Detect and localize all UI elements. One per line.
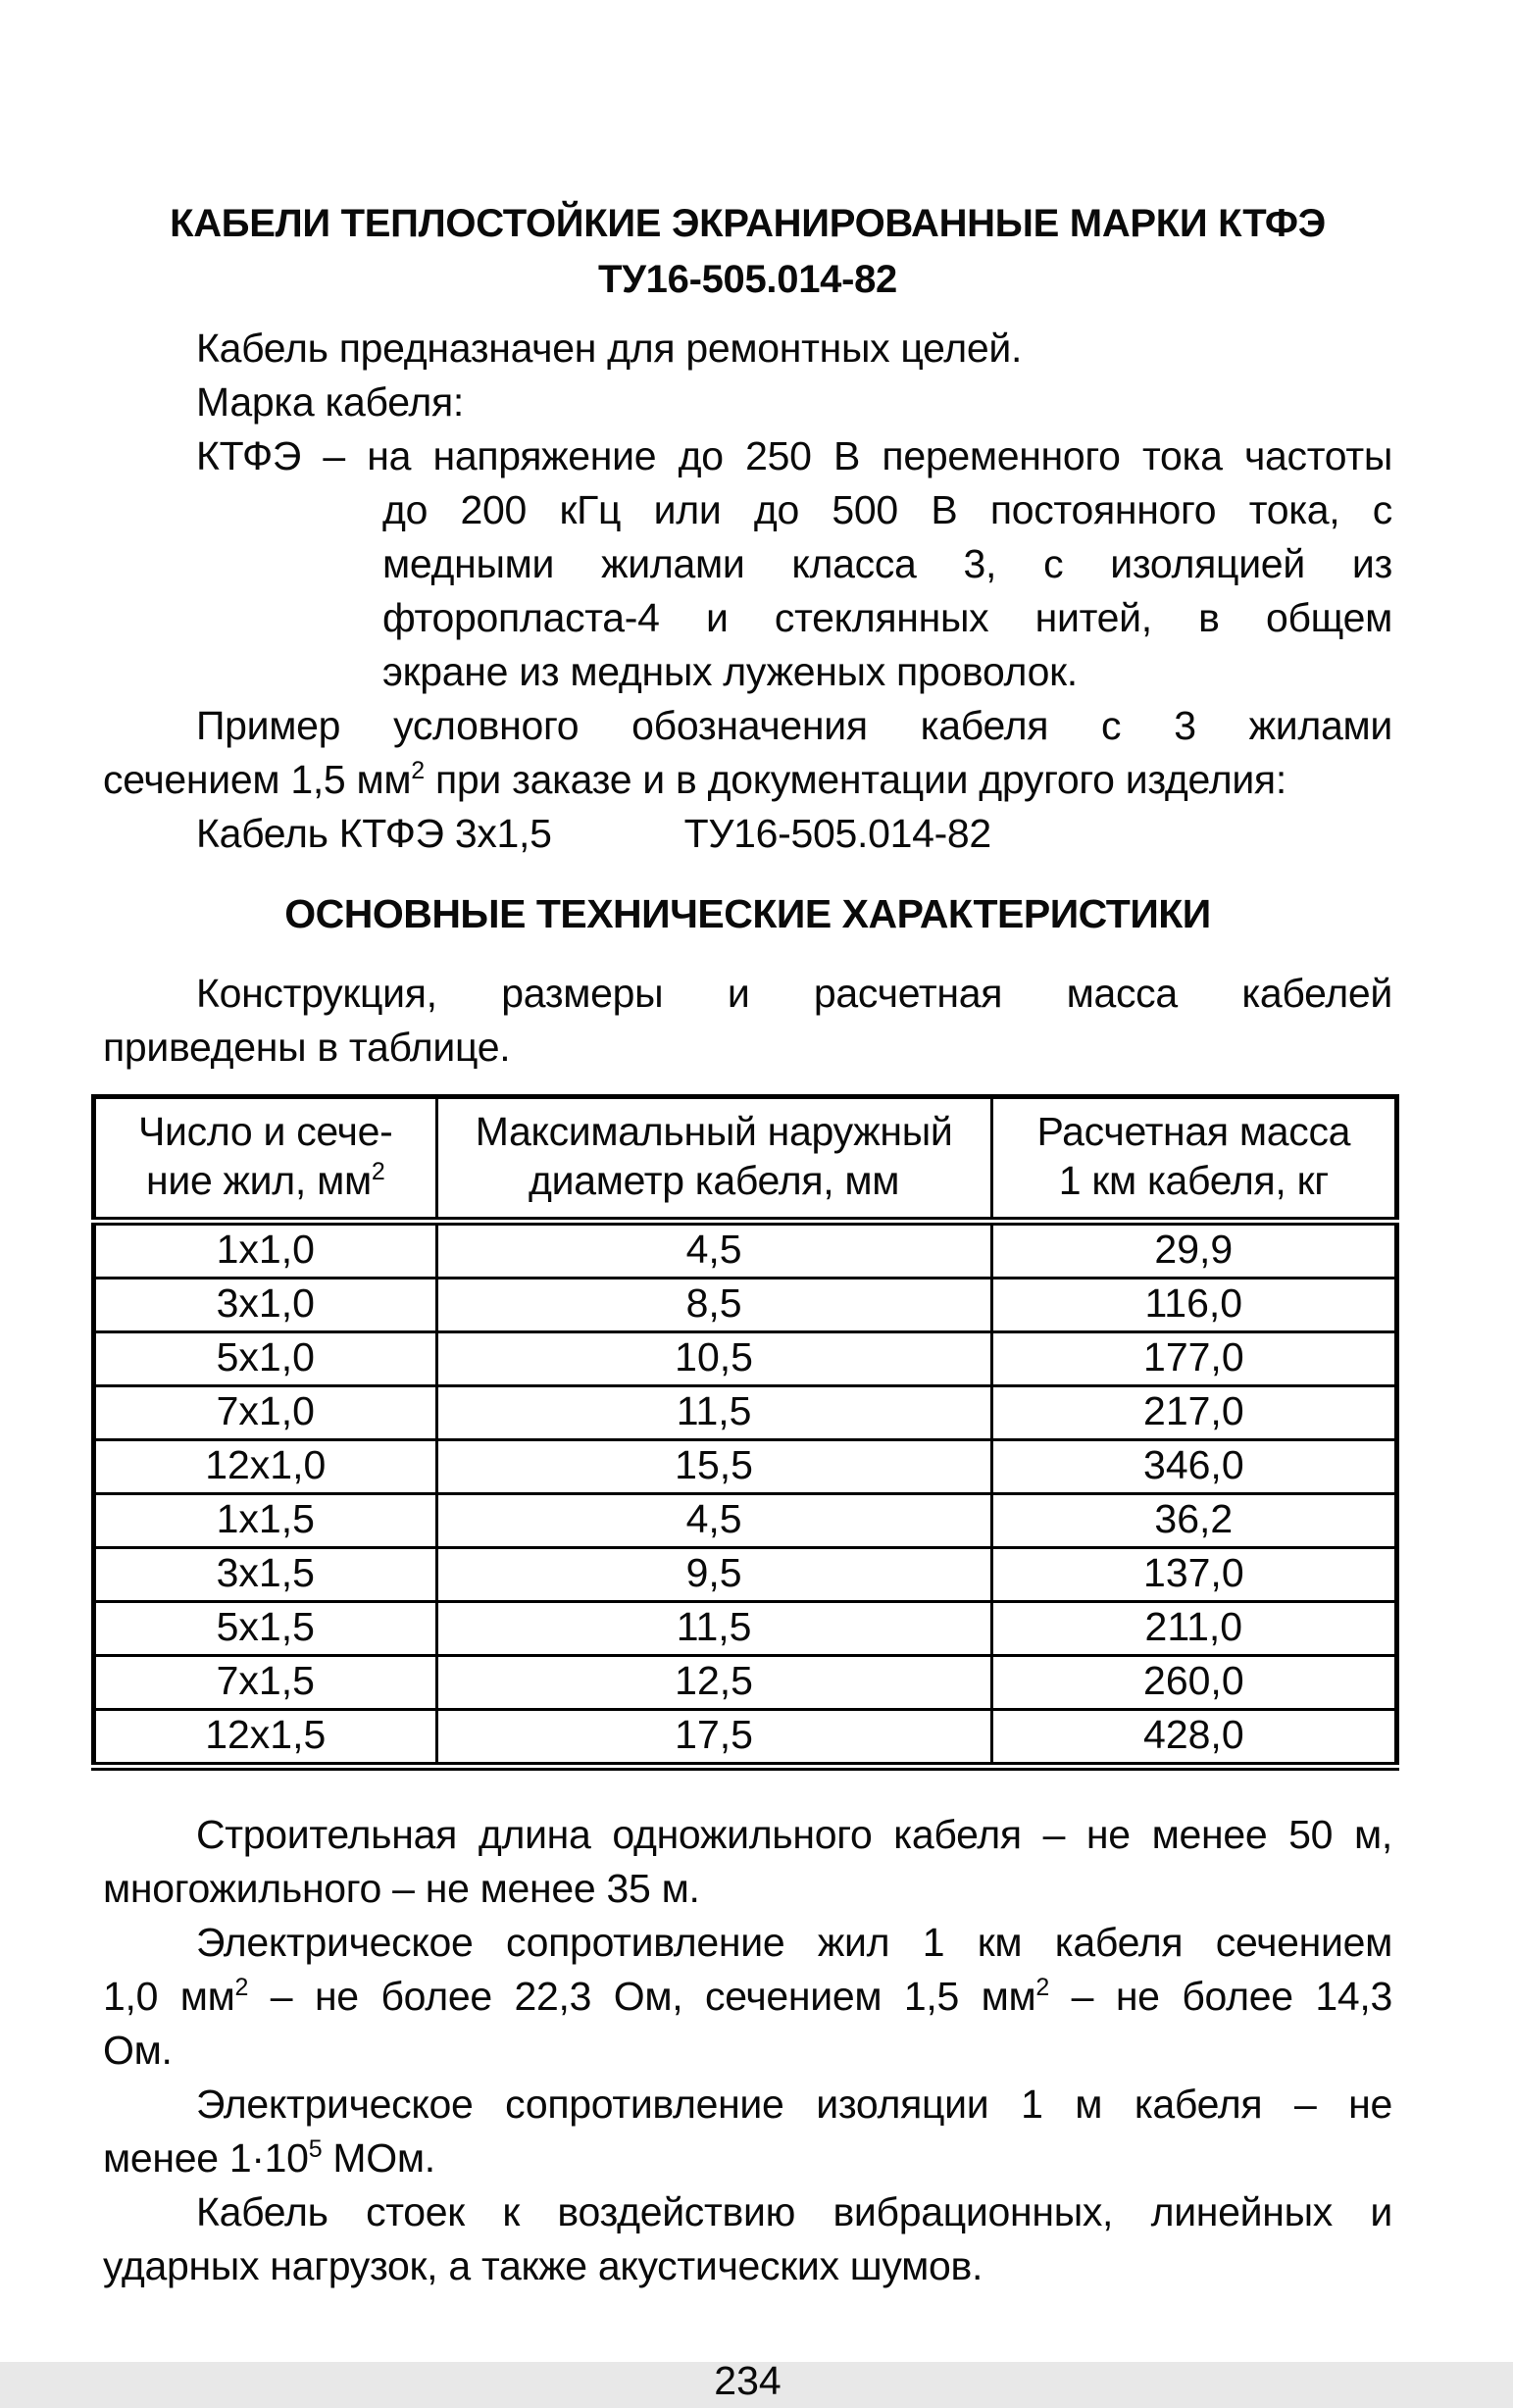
ktfe-description xyxy=(103,429,1392,699)
note-text: 1,0 мм xyxy=(103,1974,235,2019)
header-text: Максимальный наружный xyxy=(475,1109,953,1154)
table-header xyxy=(94,1097,1397,1222)
note-text: менее 1·10 xyxy=(103,2135,309,2181)
note-build-length-line2: многожильного – не менее 35 м. xyxy=(103,1866,700,1911)
note-core-resistance-line1: Электрическое сопротивление жил 1 км кабеля сечением xyxy=(196,1920,1392,1965)
table-row xyxy=(94,1222,1397,1279)
example-intro-line1: Пример условного обозначения кабеля с 3 жилами xyxy=(196,703,1392,748)
header-text: Расчетная масса xyxy=(1036,1109,1351,1154)
table-row xyxy=(94,1332,1397,1386)
cell-cores: 5х1,0 xyxy=(94,1332,437,1386)
table-row xyxy=(94,1602,1397,1656)
cell-diameter: 9,5 xyxy=(436,1548,991,1602)
page-content xyxy=(103,196,1392,2408)
paragraph-purpose: Кабель предназначен для ремонтных целей. xyxy=(196,326,1023,371)
tu-number: ТУ16-505.014-82 xyxy=(683,811,991,856)
note-core-resistance-line3: Ом. xyxy=(103,2028,173,2073)
cell-cores: 12х1,0 xyxy=(94,1440,437,1494)
cell-mass: 346,0 xyxy=(991,1440,1396,1494)
cell-diameter: 11,5 xyxy=(436,1602,991,1656)
ktfe-description-line: до 200 кГц или до 500 В постоянного тока, с xyxy=(382,487,1392,532)
cell-mass: 29,9 xyxy=(991,1222,1396,1279)
table-header-row xyxy=(94,1097,1397,1222)
cell-mass: 116,0 xyxy=(991,1279,1396,1332)
note-insulation-resistance-line1: Электрическое сопротивление изоляции 1 м кабеля – не xyxy=(196,2082,1392,2127)
cell-cores: 7х1,0 xyxy=(94,1386,437,1440)
table-row xyxy=(94,1710,1397,1767)
example-text: при заказе и в документации другого изделия: xyxy=(424,757,1286,802)
note-durability-line1: Кабель стоек к воздействию вибрационных, линейных и xyxy=(196,2189,1392,2234)
cell-cores: 7х1,5 xyxy=(94,1656,437,1710)
note-core-resistance-line2 xyxy=(103,1970,1392,2024)
superscript-2: 2 xyxy=(234,1973,249,2001)
superscript-2: 2 xyxy=(371,1157,385,1185)
table-intro-line1: Конструкция, размеры и расчетная масса кабелей xyxy=(196,971,1392,1016)
cell-cores: 5х1,5 xyxy=(94,1602,437,1656)
cell-mass: 260,0 xyxy=(991,1656,1396,1710)
cable-spec-table xyxy=(91,1094,1399,1771)
cell-mass: 36,2 xyxy=(991,1494,1396,1548)
table-row xyxy=(94,1656,1397,1710)
ktfe-description-line: фторопласта-4 и стеклянных нитей, в общем xyxy=(382,595,1392,640)
cell-diameter: 4,5 xyxy=(436,1222,991,1279)
document-title xyxy=(103,196,1392,308)
section-heading: ОСНОВНЫЕ ТЕХНИЧЕСКИЕ ХАРАКТЕРИСТИКИ xyxy=(284,891,1211,936)
cable-designation: Кабель КТФЭ 3х1,5 xyxy=(196,811,552,856)
cell-mass: 177,0 xyxy=(991,1332,1396,1386)
header-text: ние жил, мм xyxy=(146,1158,372,1203)
cell-mass: 137,0 xyxy=(991,1548,1396,1602)
cell-cores: 1х1,0 xyxy=(94,1222,437,1279)
note-text: МОм. xyxy=(322,2135,435,2181)
cell-cores: 3х1,0 xyxy=(94,1279,437,1332)
ktfe-description-line: КТФЭ – на напряжение до 250 В переменного тока частоты xyxy=(196,433,1392,478)
superscript-5: 5 xyxy=(308,2134,323,2163)
cell-mass: 428,0 xyxy=(991,1710,1396,1767)
table-body xyxy=(94,1222,1397,1767)
cell-diameter: 4,5 xyxy=(436,1494,991,1548)
note-durability-line2: ударных нагрузок, а также акустических шумов. xyxy=(103,2243,983,2288)
cell-diameter: 11,5 xyxy=(436,1386,991,1440)
note-text: – не более 22,3 Ом, сечением 1,5 мм xyxy=(248,1974,1036,2019)
col-header-cores-section xyxy=(94,1097,437,1222)
cell-diameter: 10,5 xyxy=(436,1332,991,1386)
example-intro-line2 xyxy=(103,753,1392,807)
ktfe-description-line: экране из медных луженых проволок. xyxy=(382,649,1078,694)
header-text: Число и сече- xyxy=(138,1109,393,1154)
ktfe-description-line: медными жилами класса 3, с изоляцией из xyxy=(382,541,1392,586)
table-row xyxy=(94,1440,1397,1494)
technical-notes xyxy=(103,1808,1392,2293)
cell-diameter: 8,5 xyxy=(436,1279,991,1332)
table-row xyxy=(94,1279,1397,1332)
table-row xyxy=(94,1548,1397,1602)
page-number: 234 xyxy=(714,2358,782,2403)
cell-mass: 211,0 xyxy=(991,1602,1396,1656)
cell-diameter: 17,5 xyxy=(436,1710,991,1767)
col-header-mass xyxy=(991,1097,1396,1222)
table-intro-line2: приведены в таблице. xyxy=(103,1025,511,1070)
superscript-2: 2 xyxy=(411,756,425,784)
header-text: 1 км кабеля, кг xyxy=(1058,1158,1329,1203)
cell-mass: 217,0 xyxy=(991,1386,1396,1440)
note-text: – не более 14,3 xyxy=(1049,1974,1392,2019)
example-designation-line xyxy=(103,807,1392,861)
cell-diameter: 12,5 xyxy=(436,1656,991,1710)
cell-diameter: 15,5 xyxy=(436,1440,991,1494)
example-text: сечением 1,5 мм xyxy=(103,757,412,802)
superscript-2: 2 xyxy=(1035,1973,1050,2001)
document-title-line2: ТУ16-505.014-82 xyxy=(597,258,898,301)
col-header-max-diameter xyxy=(436,1097,991,1222)
note-insulation-resistance-line2 xyxy=(103,2132,1392,2185)
document-title-line1: КАБЕЛИ ТЕПЛОСТОЙКИЕ ЭКРАНИРОВАННЫЕ МАРКИ КТФЭ xyxy=(170,202,1326,245)
cell-cores: 1х1,5 xyxy=(94,1494,437,1548)
note-build-length-line1: Строительная длина одножильного кабеля – не менее 50 м, xyxy=(196,1812,1392,1857)
brand-label: Марка кабеля: xyxy=(196,379,464,425)
cell-cores: 12х1,5 xyxy=(94,1710,437,1767)
cell-cores: 3х1,5 xyxy=(94,1548,437,1602)
header-text: диаметр кабеля, мм xyxy=(528,1158,900,1203)
table-row xyxy=(94,1494,1397,1548)
table-row xyxy=(94,1386,1397,1440)
